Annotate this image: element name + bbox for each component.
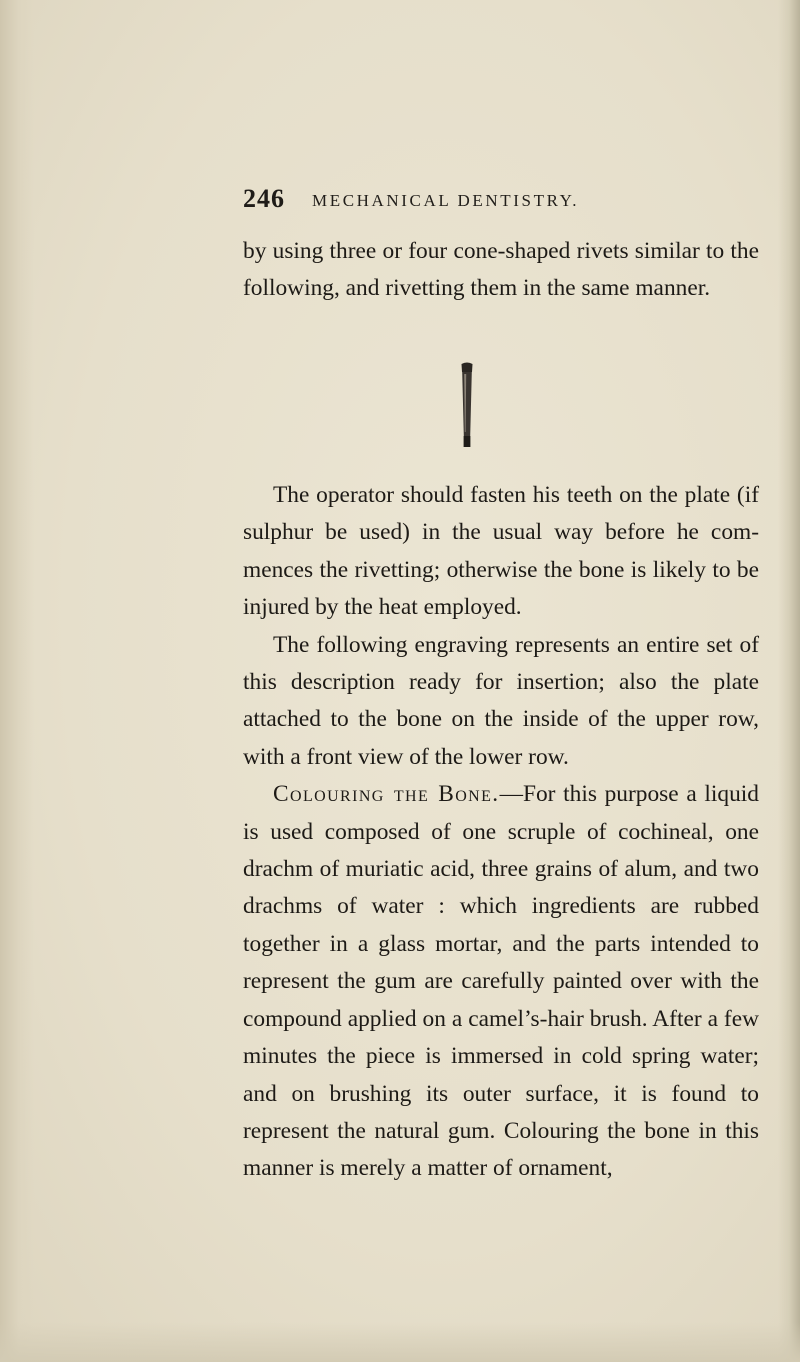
- page-shadow-bottom: [0, 1322, 800, 1362]
- page-shadow-left: [0, 0, 34, 1362]
- paragraph-engraving: The following engraving represents an entire set of this description ready for insertion; also the plate attached to the bone on the inside of the upper row, with a front view of the lower row.: [243, 631, 759, 770]
- page-number: 246: [243, 184, 285, 213]
- rivet-foot: [464, 436, 471, 447]
- text-block-main: [243, 477, 759, 1188]
- rivet-shaft: [462, 372, 472, 436]
- running-head: [243, 184, 800, 218]
- paragraph-colouring: [243, 776, 759, 1187]
- section-heading-colouring: Colouring the Bone.: [273, 781, 500, 808]
- rivet-icon: [460, 362, 474, 448]
- text-block-top: [243, 233, 759, 308]
- paragraph-fasten-teeth: The operator should fasten his teeth on the plate (if sulphur be used) in the usual way before he com-mences the rivetting; otherwise the bone is likely to be injured by the heat employed.: [243, 482, 759, 621]
- paragraph-continuation: by using three or four cone-shaped rivets similar to the following, and rivetting them in the same manner.: [243, 238, 759, 302]
- running-title: MECHANICAL DENTISTRY.: [312, 191, 580, 210]
- paragraph-colouring-body: —For this purpose a liquid is used composed of one scruple of cochineal, one drachm of muriatic acid, three grains of alum, and two drachms of water : which ingredients are rubbed together in a glass mortar, and the parts intended to represent the gum are carefully painted over with the compound applied on a camel’s-hair brush. After a few minutes the piece is immersed in cold spring water; and on brushing its outer surface, it is found to represent the natural gum. Colouring the bone in this manner is merely a matter of ornament,: [243, 781, 759, 1182]
- rivet-head: [462, 363, 473, 373]
